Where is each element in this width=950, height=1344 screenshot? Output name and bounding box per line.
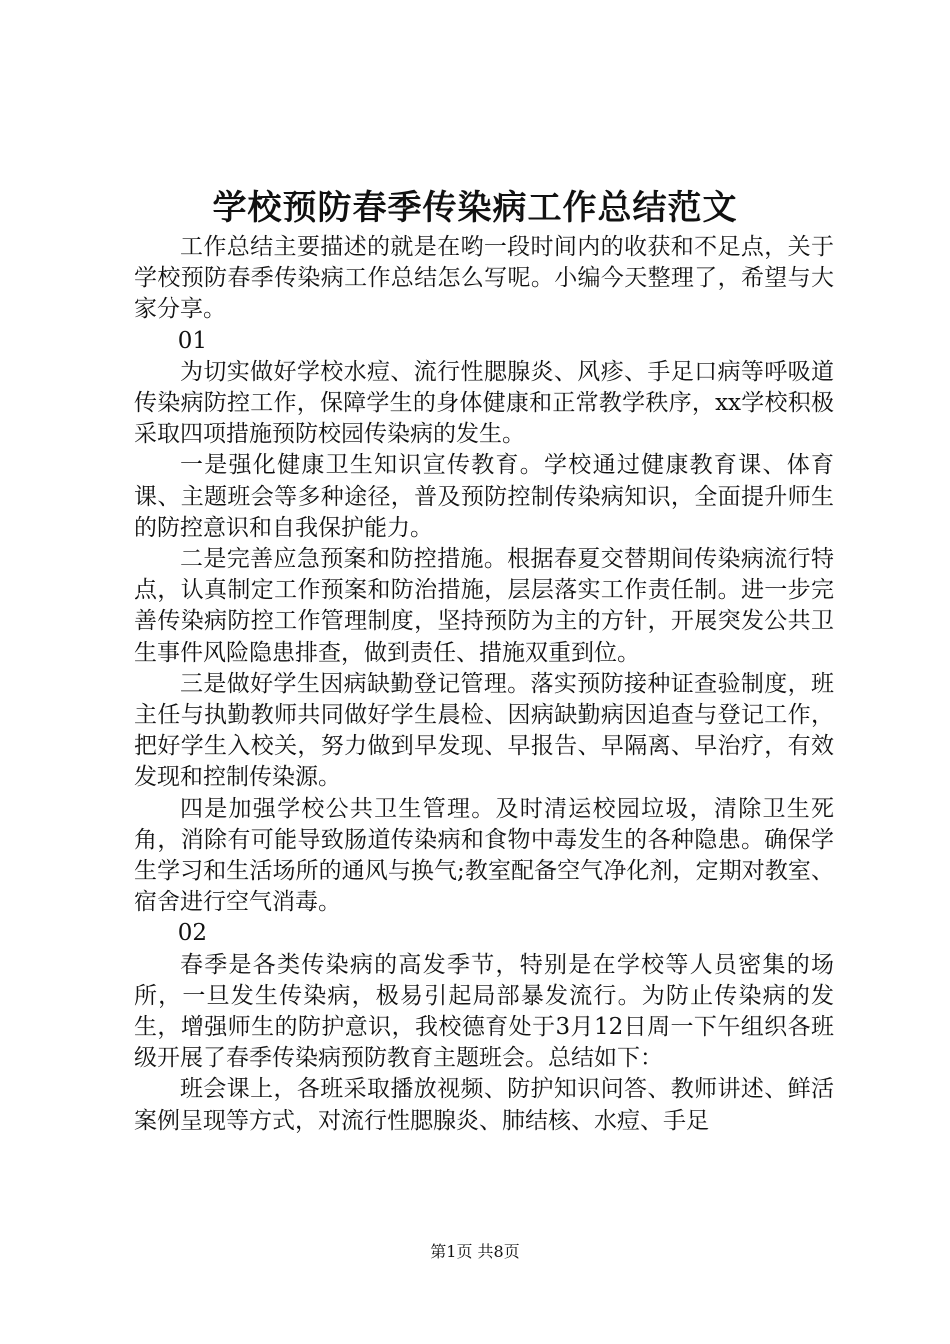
document-body (134, 232, 834, 1137)
body-paragraph: 三是做好学生因病缺勤登记管理。落实预防接种证查验制度，班主任与执勤教师共同做好学生晨检、因病缺勤病因追查与登记工作，把好学生入校关，努力做到早发现、早报告、早隔离、早治疗，有效发现和控制传染源。 (134, 670, 834, 791)
body-paragraph: 春季是各类传染病的高发季节，特别是在学校等人员密集的场所，一旦发生传染病，极易引起局部暴发流行。为防止传染病的发生，增强师生的防护意识，我校德育处于3月12日周一下午组织各班级开展了春季传染病预防教育主题班会。总结如下： (134, 951, 834, 1072)
body-paragraph: 为切实做好学校水痘、流行性腮腺炎、风疹、手足口病等呼吸道传染病防控工作，保障学生的身体健康和正常教学秩序，xx学校积极采取四项措施预防校园传染病的发生。 (134, 358, 834, 448)
document-title: 学校预防春季传染病工作总结范文 (212, 188, 738, 228)
section-number-02: 02 (177, 920, 207, 947)
body-paragraph: 一是强化健康卫生知识宣传教育。学校通过健康教育课、体育课、主题班会等多种途径，普及预防控制传染病知识，全面提升师生的防控意识和自我保护能力。 (134, 452, 834, 541)
section-number-01: 01 (177, 327, 207, 354)
body-paragraph: 班会课上，各班采取播放视频、防护知识问答、教师讲述、鲜活案例呈现等方式，对流行性腮腺炎、肺结核、水痘、手足 (134, 1076, 834, 1134)
body-paragraph: 四是加强学校公共卫生管理。及时清运校园垃圾，清除卫生死角，消除有可能导致肠道传染病和食物中毒发生的各种隐患。确保学生学习和生活场所的通风与换气;教室配备空气净化剂，定期对教室、宿舍进行空气消毒。 (134, 795, 834, 916)
body-paragraph: 二是完善应急预案和防控措施。根据春夏交替期间传染病流行特点，认真制定工作预案和防治措施，层层落实工作责任制。进一步完善传染病防控工作管理制度，坚持预防为主的方针，开展突发公共卫生事件风险隐患排查，做到责任、措施双重到位。 (134, 546, 834, 666)
intro-paragraph: 工作总结主要描述的就是在哟一段时间内的收获和不足点，关于学校预防春季传染病工作总结怎么写呢。小编今天整理了，希望与大家分享。 (134, 234, 834, 323)
page-footer: 第1页 共8页 (430, 1242, 520, 1261)
